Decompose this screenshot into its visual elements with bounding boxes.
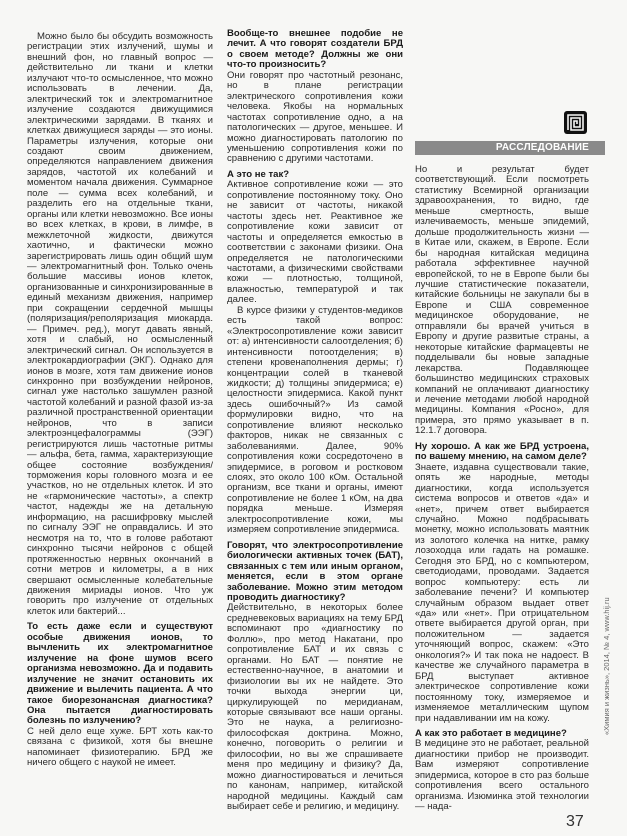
interview-question: Вообще-то внешнее подобие не лечит. А что говорят создатели БРД о своем методе? Должны же они что-то произносить? <box>227 28 403 71</box>
paragraph: В курсе физики у студентов-медиков есть такой вопрос: «Электросопротивление кожи зависит от: а) интенсивности салоотделения; б) интенсивности потоотделения; в) степени кровенаполнения дермы; г) концентрации солей в тканевой жидкости; д) толщины эпидермиса; е) целостности эпидермиса. Какой пункт здесь ошибочный?» Из самой формулировки видно, что на сопротивление влияют несколько факторов, никак не связанных с заболеваниями. Далее, 90% сопротивления кожи сосредоточено в эпидермисе, в роговом и ростковом слоях, это около 100 кОм. Остальной организм, все ткани и органы, имеют сопротивление не более 1 кОм, на два порядка меньше. Измеряя электросопротивление кожи, мы измеряем сопротивление эпидермиса. <box>227 304 403 536</box>
interview-question: То есть даже если и существуют особые движения ионов, то вычленить их электромагнитное излучение на фоне шумов всего организма невозможно. Да и подавить излучение не значит остановить их движение и вылечить пациента. А что такое биорезонансная диагностика? Она пытается диагностировать болезнь по излучению? <box>27 621 213 727</box>
page-number: 37 <box>566 813 584 830</box>
section-rubric-bar <box>415 141 605 155</box>
interview-question: Говорят, что электросопротивление биологически активных точек (БАТ), связанных с тем или иным органом, меняется, если в этом органе заболевание. Можно этим методом проводить диагностику? <box>227 539 403 604</box>
article-column-3 <box>415 165 589 813</box>
article-column-1 <box>27 32 213 769</box>
section-title: РАССЛЕДОВАНИЕ <box>495 142 589 153</box>
paragraph: Они говорят про частотный резонанс, но в плане регистрации электрического сопротивления кожи человека. Якобы на нормальных частотах сопротивление одно, а на патологических — другое, меньшее. И можно диагностировать патологию по уменьшению сопротивления кожи по сравнению с другими частотами. <box>227 69 403 165</box>
paragraph: Можно было бы обсудить возможность регистрации этих излучений, шумы и внешний фон, но главный вопрос — действительно ли ткани и клетки излучают что-то осмысленное, что можно использовать в лечении. Да, электрический ток и электромагнитное излучение создаются движущимися электрическими зарядами. В тканях и клетках движущиеся заряды — это ионы. Параметры излучения, которые они создают своим движением, определяются направлением движения зарядов, частотой их колебаний и моментом начала движения. Суммарное поле — сумма всех колебаний, и разделить его на отдельные ткани, органы или клетки невозможно. Все ионы во всех клетках, в крови, в лимфе, в межклеточной жидкости, движутся хаотично, и фактически можно зарегистрировать лишь один общий шум — электромагнитный фон. Только очень большие массивы ионов клеток, организованные и синхронизированные в единый механизм движения, например при сокращении сердечной мышцы (поляризация/реполяризация миокарда. — Примеч. ред.), могут давать явный, хотя и слабый, но осмысленный электрический сигнал. Он используется в электрокардиографии (ЭКГ). Однако для ионов в мозге, хотя там движение ионов синхронно при возбуждении нейронов, сигнал уже настолько зашумлен разной частотой колебаний и разной фазой из-за различной пространственной ориентации нейронов, что в записи электроэнцефалограммы (ЭЭГ) регистрируются лишь частотные ритмы — альфа, бета, гамма, характеризующие общее состояние возбуждения/торможения коры головного мозга и ее участков, но не отдельных клеток. И это не «гармонические частоты», а спектр частот, надежды же на детальную информацию, на расшифровку мыслей по сигналу ЭЭГ не оправдались. И это несмотря на то, что в голове работают синхронно тысячи нейронов с общей протяженностью нервных окончаний в сотни метров и километры, а в них свершают осмысленные колебательные движения мириады ионов. Что уж говорить про излучение от отдельных клеток или бактерий... <box>27 31 213 617</box>
paragraph: С ней дело еще хуже. БРТ хоть как-то связана с физикой, хотя бы внешне напоминает физиотерапию. БРД же ничего общего с наукой не имеет. <box>27 725 213 769</box>
article-column-2 <box>227 29 403 813</box>
paragraph: В медицине это не работает, реальной диагностики прибор не производит. Вам измеряют сопротивление эпидермиса, которое в сто раз больше сопротивления всего остального организма. Изюминка этой технологии — нада- <box>415 738 589 813</box>
interview-question: А как это работает в медицине? <box>415 728 567 740</box>
interview-question: А это не так? <box>227 168 290 180</box>
square-spiral-icon <box>564 111 587 134</box>
paragraph: Действительно, в некоторых более средневековых вариациях на тему БРД вспоминают про «диагностику по Фоллю», про метод Накатани, про сопротивление БАТ и их связь с органами. Но БАТ — понятие не естественно-научное, в анатомии и физиологии вы их не найдете. Это точки выхода энергии ци, циркулирующей по меридианам, которые связывают все наши органы. Это не наука, а религиозно-философская доктрина. Можно, конечно, поговорить о религии и философии, но вы же спрашиваете меня про медицину и физику? Да, можно диагностироваться и лечиться по канонам, например, китайской народной медицины. Каждый сам выбирает себе и религию, и медицину. <box>227 602 403 813</box>
interview-question: Ну хорошо. А как же БРД устроена, по вашему мнению, на самом деле? <box>415 440 589 463</box>
journal-caption: «Химия и жизнь», 2014, № 4, www.hij.ru <box>602 597 611 735</box>
paragraph: Знаете, издавна существовали такие, опять же народные, методы диагностики, когда используется система вопросов и ответов «да» и «нет», причем ответ выбирается случайно. Можно подбрасывать монетку, можно использовать маятник из золотого колечка на нитке, рамку лозоходца или гадать на ромашке. Сегодня это БРД, но с компьютером, светодиодами, проводами. Задается вопрос компьютеру: есть ли заболевание печени? И компьютер случайным образом выдает ответ «да» или «нет». При отрицательном ответе выбирается другой орган, при положительном — задается уточняющий вопрос, скажем: «Это онкология?» И так пока не надоест. В качестве же случайного параметра в БРД выступает активное электрическое сопротивление кожи постоянному току, измеряемое и изменяемое металлическим щупом при надавливании им на кожу. <box>415 461 589 724</box>
paragraph: Но и результат будет соответствующий. Если посмотреть статистику Всемирной организации здравоохранения, то видно, где меньше смертность, выше излечиваемость, меньше эпидемий, дольше продолжительность жизни — в Китае или, скажем, в Европе. Если бы народная китайская медицина работала эффективнее научной европейской, то не в Европе были бы лучшие статистические показатели, китайские больницы не закупали бы в Европе и США современное медицинское оборудование, не отправляли бы врачей учиться в Европу и другие развитые страны, а некоторые китайские фармацевты не подделывали бы новые западные лекарства. Подавляющее большинство медицинских страховых компаний не оплачивают диагностику и лечение методами любой народной медицины. Компания «Росно», для примера, это прямо указывает в п. 12.1.7 договора. <box>415 164 589 437</box>
paragraph: Активное сопротивление кожи — это сопротивление постоянному току. Оно не зависит от частоты, никакой частоты здесь нет. Реактивное же сопротивление кожи зависит от частоты и определяется емкостью в соответствии с законами физики. Она определяется не патологическими частотами, а физическими свойствами кожи — плотностью, толщиной, влажностью, температурой и так далее. <box>227 179 403 306</box>
